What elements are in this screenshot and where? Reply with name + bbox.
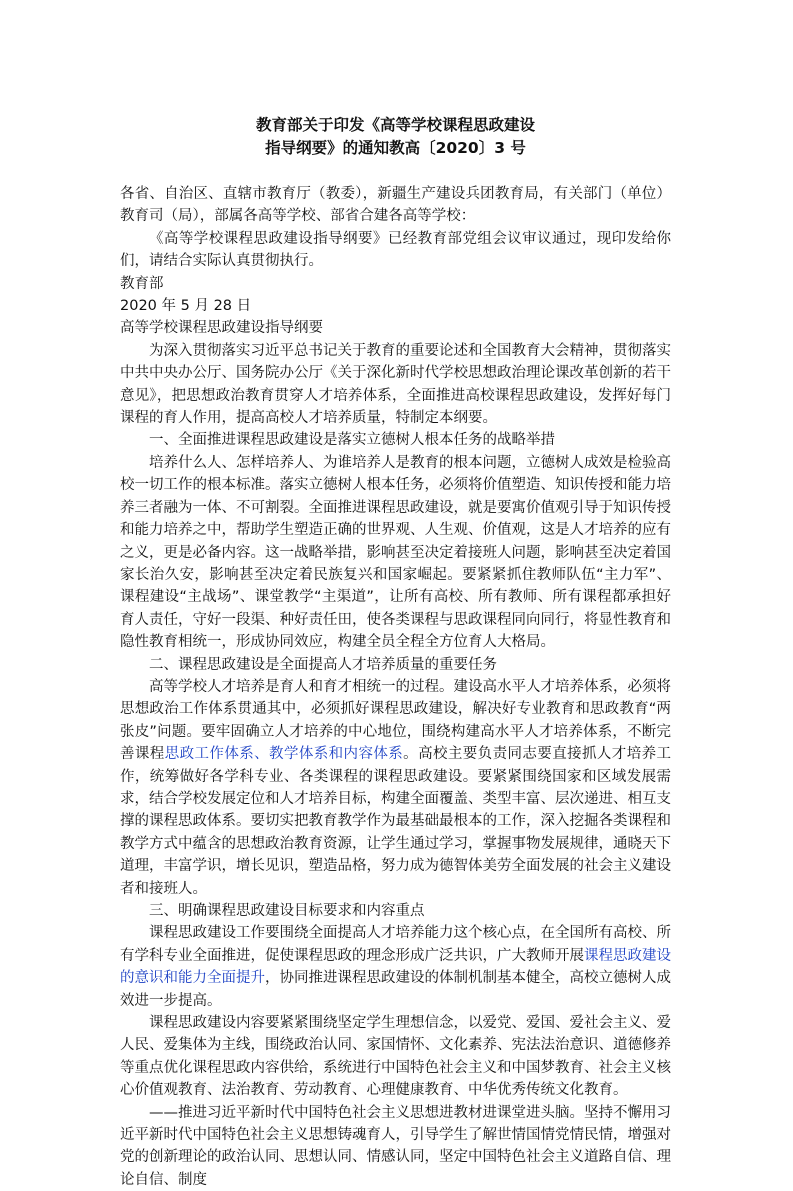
issuer: 教育部 [120, 275, 164, 292]
section3-paragraph1 [120, 922, 671, 1012]
section3-text-a: 课程思政建设工作要围绕全面提高人才培养能力这个核心点，在全国所有高校、所有学科专业全面推进，促使课程思政的理念形成广泛共识，广大教师开展 [120, 925, 671, 964]
section2-link[interactable]: 思政工作体系、教学体系和内容体系 [164, 746, 404, 763]
section3-paragraph2: 课程思政建设内容要紧紧围绕坚定学生理想信念，以爱党、爱国、爱社会主义、爱人民、爱集体为主线，围绕政治认同、家国情怀、文化素养、宪法法治意识、道德修养等重点优化课程思政内容供给，系统进行中国特色社会主义和中国梦教育、社会主义核心价值观教育、法治教育、劳动教育、心理健康教育、中华优秀传统文化教育。 [120, 1015, 671, 1099]
intro-paragraph: 为深入贯彻落实习近平总书记关于教育的重要论述和全国教育大会精神，贯彻落实中共中央办公厅、国务院办公厅《关于深化新时代学校思想政治理论课改革创新的若干意见》，把思想政治教育贯穿人才培养体系，全面推进高校课程思政建设，发挥好每门课程的育人作用，提高高校人才培养质量，特制定本纲要。 [120, 342, 671, 427]
section3-link[interactable]: 课程思政建设的意识和能力全面提升 [120, 947, 671, 987]
subtitle: 高等学校课程思政建设指导纲要 [120, 320, 323, 337]
section2-text-b: 。高校主要负责同志要直接抓人才培养工作，统筹做好各学科专业、各类课程的课程思政建设。要紧紧围绕国家和区域发展需求，结合学校发展定位和人才培养目标，构建全面覆盖、类型丰富、层次递进、相互支撑的课程思政体系。要切实把教育教学作为最基础最根本的工作，深入挖掘各类课程和教学方式中蕴含的思想政治教育资源，让学生通过学习，掌握事物发展规律，通晓天下道理，丰富学识，增长见识，塑造品格，努力成为德智体美劳全面发展的社会主义建设者和接班人。 [120, 746, 672, 897]
section2-heading: 二、课程思政建设是全面提高人才培养质量的重要任务 [149, 656, 497, 673]
section1-body: 培养什么人、怎样培养人、为谁培养人是教育的根本问题，立德树人成效是检验高校一切工作的根本标准。落实立德树人根本任务，必须将价值塑造、知识传授和能力培养三者融为一体、不可割裂。全面推进课程思政建设，就是要寓价值观引导于知识传授和能力培养之中，帮助学生塑造正确的世界观、人生观、价值观，这是人才培养的应有之义，更是必备内容。这一战略举措，影响甚至决定着接班人问题，影响甚至决定着国家长治久安，影响甚至决定着民族复兴和国家崛起。要紧紧抓住教师队伍“主力军”、课程建设“主战场”、课堂教学“主渠道”，让所有高校、所有教师、所有课程都承担好育人责任，守好一段渠、种好责任田，使各类课程与思政课程同向同行，将显性教育和隐性教育相统一，形成协同效应，构建全员全程全方位育人大格局。 [120, 454, 671, 651]
document-title-line2: 指导纲要》的通知教高〔2020〕3 号 [265, 139, 526, 157]
section1-heading: 一、全面推进课程思政建设是落实立德树人根本任务的战略举措 [149, 432, 555, 449]
notice-paragraph: 《高等学校课程思政建设指导纲要》已经教育部党组会议审议通过，现印发给你们，请结合实际认真贯彻执行。 [120, 230, 671, 270]
document-title-line1: 教育部关于印发《高等学校课程思政建设 [255, 116, 535, 134]
section2-body [120, 676, 671, 900]
section3-heading: 三、明确课程思政建设目标要求和内容重点 [149, 903, 425, 919]
section3-text-b: ，协同推进课程思政建设的体制机制基本健全，高校立德树人成效进一步提高。 [120, 970, 671, 1009]
section3-paragraph3: ——推进习近平新时代中国特色社会主义思想进教材进课堂进头脑。坚持不懈用习近平新时代中国特色社会主义思想铸魂育人，引导学生了解世情国情党情民情，增强对党的创新理论的政治认同、思想认同、情感认同，坚定中国特色社会主义道路自信、理论自信、制度 [120, 1104, 671, 1188]
addressee: 各省、自治区、直辖市教育厅（教委），新疆生产建设兵团教育局，有关部门（单位）教育司（局），部属各高等学校、部省合建各高等学校： [120, 186, 671, 225]
section2-text-a: 高等学校人才培养是育人和育才相统一的过程。建设高水平人才培养体系，必须将思想政治工作体系贯通其中，必须抓好课程思政建设，解决好专业教育和思政教育“两张皮”问题。要牢固确立人才培养的中心地位，围绕构建高水平人才培养体系，不断完善课程 [120, 678, 671, 763]
issue-date: 2020 年 5 月 28 日 [120, 298, 252, 315]
